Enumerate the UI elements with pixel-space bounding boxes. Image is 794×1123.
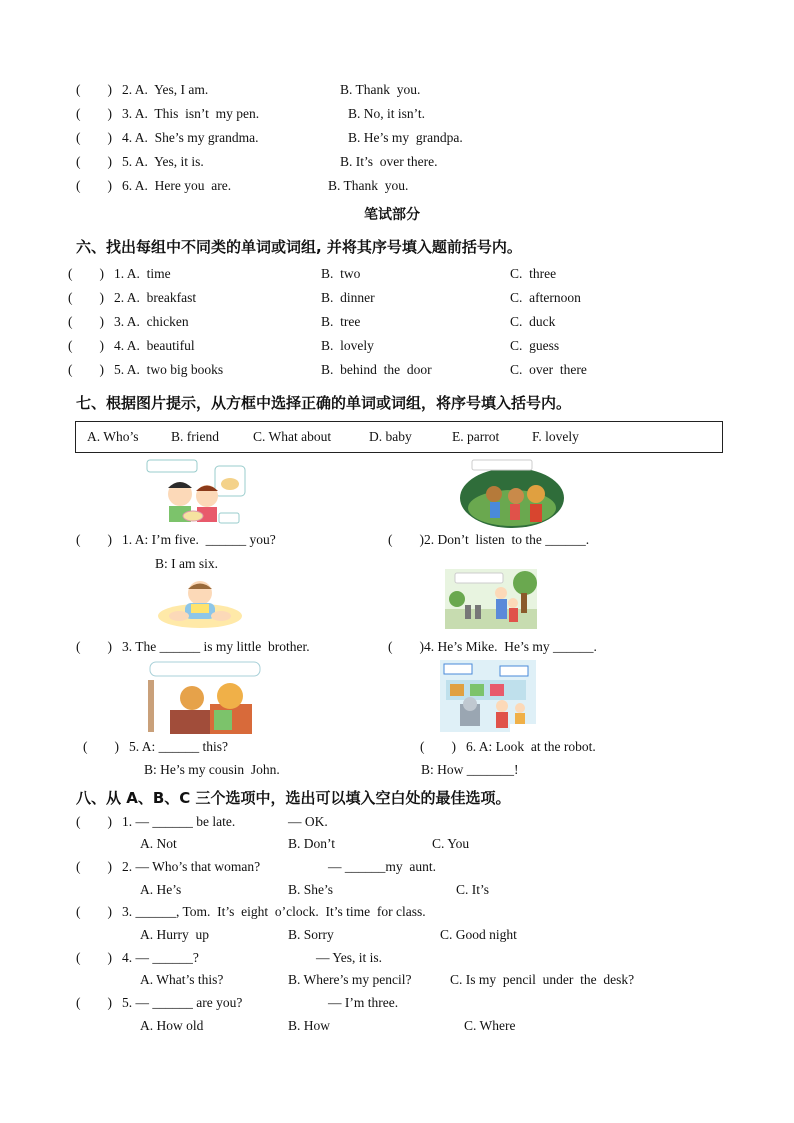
option-a: 2. A. breakfast	[114, 290, 197, 305]
option-a: 2. A. Yes, I am.	[122, 82, 209, 97]
kids-birthday-illustration	[145, 458, 247, 526]
answer-paren[interactable]: ( )	[76, 904, 112, 919]
option-c: C. It’s	[456, 882, 490, 897]
option-b: B. He’s my grandpa.	[348, 130, 463, 145]
word-option: F. lovely	[532, 429, 579, 444]
option-b: B. Sorry	[288, 927, 334, 942]
option-b: B. It’s over there.	[340, 154, 438, 169]
question-1: 1. A: I’m five. ______ you?	[122, 532, 276, 547]
answer-paren[interactable]: ( )	[420, 739, 456, 754]
option-b: B. tree	[321, 314, 361, 329]
option-a: 5. A. Yes, it is.	[122, 154, 204, 169]
question-4: 4. He’s Mike. He’s my ______.	[424, 639, 597, 654]
option-a: A. Hurry up	[140, 927, 209, 942]
section-6-title: 六、找出每组中不同类的单词或词组, 并将其序号填入题前括号内。	[76, 238, 522, 256]
question-6-reply: B: How _______!	[421, 762, 519, 777]
option-c: C. Is my pencil under the desk?	[450, 972, 635, 987]
option-b: B. behind the door	[321, 362, 432, 377]
word-option: D. baby	[369, 429, 412, 444]
section-8-title: 八、从 A、B、C 三个选项中，选出可以填入空白处的最佳选项。	[76, 789, 511, 807]
option-b: B. Thank you.	[328, 178, 409, 193]
word-option: C. What about	[253, 429, 332, 444]
option-b: B. No, it isn’t.	[348, 106, 426, 121]
question-5-reply: B: He’s my cousin John.	[144, 762, 280, 777]
question-5: 5. A: ______ this?	[129, 739, 229, 754]
option-a: 6. A. Here you are.	[122, 178, 232, 193]
option-c: C. afternoon	[510, 290, 581, 305]
word-option: A. Who’s	[87, 429, 139, 444]
answer-paren[interactable]: ( )	[76, 814, 112, 829]
option-a: 3. A. This isn’t my pen.	[122, 106, 260, 121]
option-b: B. Where’s my pencil?	[288, 972, 412, 987]
option-c: C. guess	[510, 338, 560, 353]
option-b: B. lovely	[321, 338, 374, 353]
answer-paren[interactable]: ( )	[68, 362, 104, 377]
zoo-animals-illustration	[460, 458, 564, 528]
answer-paren[interactable]: ( )	[76, 532, 112, 547]
question: 2. — Who’s that woman?	[122, 859, 261, 874]
answer-paren[interactable]: ( )	[68, 314, 104, 329]
response: — Yes, it is.	[316, 950, 383, 965]
question-1-reply: B: I am six.	[155, 556, 218, 571]
answer-paren[interactable]: ( )	[76, 639, 112, 654]
response: — ______my aunt.	[328, 859, 436, 874]
family-park-illustration	[445, 569, 537, 629]
answer-paren[interactable]: ( )	[76, 178, 112, 193]
answer-paren[interactable]: ( )	[76, 130, 112, 145]
response: — OK.	[288, 814, 328, 829]
word-option: E. parrot	[452, 429, 500, 444]
option-c: C. over there	[510, 362, 587, 377]
answer-paren[interactable]: ( )	[68, 266, 104, 281]
answer-paren[interactable]: ( )	[76, 950, 112, 965]
option-a: A. How old	[140, 1018, 204, 1033]
answer-paren[interactable]: ( )	[68, 290, 104, 305]
option-b: B. two	[321, 266, 361, 281]
cats-family-illustration	[140, 660, 262, 736]
option-a: 4. A. beautiful	[114, 338, 195, 353]
option-c: C. three	[510, 266, 557, 281]
section-7-title: 七、根据图片提示，从方框中选择正确的单词或词组，将序号填入括号内。	[76, 394, 572, 412]
option-a: A. Not	[140, 836, 177, 851]
option-a: 4. A. She’s my grandma.	[122, 130, 259, 145]
answer-paren[interactable]: ( )	[76, 995, 112, 1010]
answer-paren[interactable]: ( )	[388, 532, 424, 547]
option-b: B. She’s	[288, 882, 334, 897]
option-b: B. Don’t	[288, 836, 336, 851]
answer-paren[interactable]: ( )	[83, 739, 119, 754]
answer-paren[interactable]: ( )	[68, 338, 104, 353]
question-3: 3. The ______ is my little brother.	[122, 639, 310, 654]
option-b: B. How	[288, 1018, 331, 1033]
option-a: 5. A. two big books	[114, 362, 224, 377]
question-6: 6. A: Look at the robot.	[466, 739, 596, 754]
option-a: 3. A. chicken	[114, 314, 189, 329]
option-c: C. Good night	[440, 927, 517, 942]
answer-paren[interactable]: ( )	[76, 82, 112, 97]
option-b: B. dinner	[321, 290, 375, 305]
question: 1. — ______ be late.	[122, 814, 236, 829]
option-b: B. Thank you.	[340, 82, 421, 97]
baby-illustration	[157, 576, 243, 628]
answer-paren[interactable]: ( )	[76, 154, 112, 169]
option-a: 1. A. time	[114, 266, 171, 281]
answer-paren[interactable]: ( )	[76, 859, 112, 874]
word-option: B. friend	[171, 429, 219, 444]
question: 5. — ______ are you?	[122, 995, 243, 1010]
response: — I’m three.	[328, 995, 399, 1010]
question: 3. ______, Tom. It’s eight o’clock. It’s time for class.	[122, 904, 426, 919]
option-a: A. What’s this?	[140, 972, 224, 987]
robot-shop-illustration	[440, 660, 536, 732]
option-c: C. duck	[510, 314, 556, 329]
answer-paren[interactable]: ( )	[76, 106, 112, 121]
option-a: A. He’s	[140, 882, 182, 897]
written-part-title: 笔试部分	[364, 207, 420, 223]
option-c: C. Where	[464, 1018, 516, 1033]
question-2: 2. Don’t listen to the ______.	[424, 532, 590, 547]
option-c: C. You	[432, 836, 470, 851]
answer-paren[interactable]: ( )	[388, 639, 424, 654]
question: 4. — ______?	[122, 950, 199, 965]
